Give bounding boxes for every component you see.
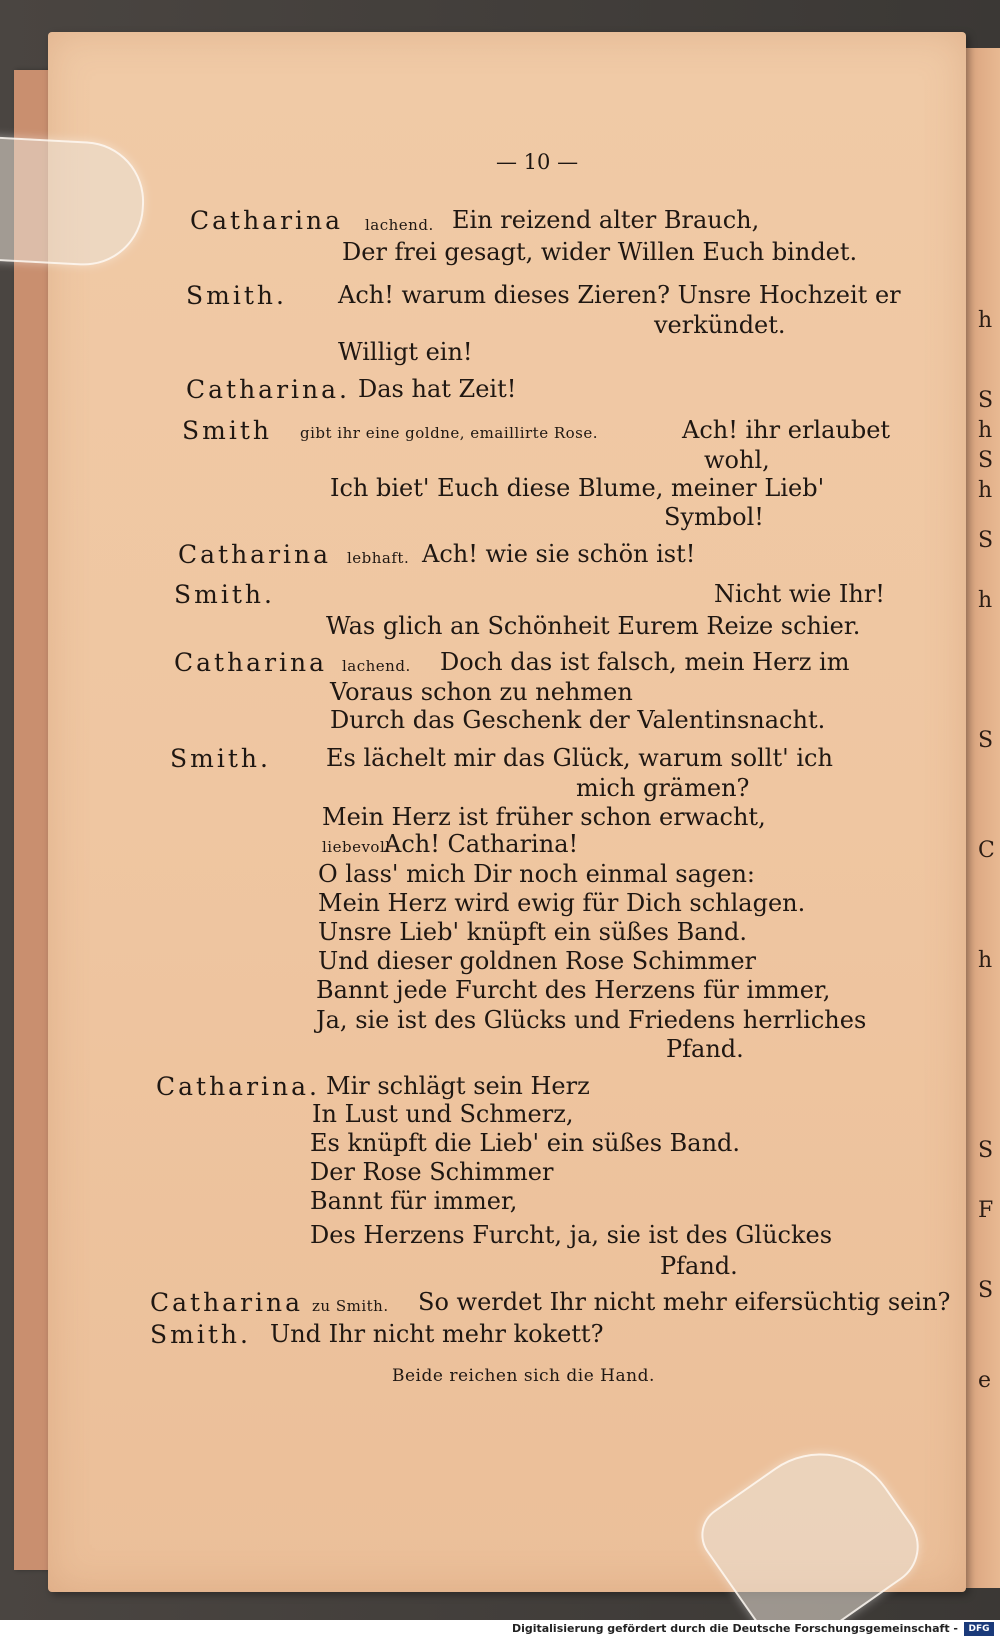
verse-line: Das hat Zeit! xyxy=(358,375,517,403)
verse-line: Durch das Geschenk der Valentinsnacht. xyxy=(330,706,826,734)
verse-line: Willigt ein! xyxy=(338,338,473,366)
verse-line: mich grämen? xyxy=(576,774,750,802)
verse-line: Doch das ist falsch, mein Herz im xyxy=(440,648,850,676)
speaker-name: Catharina xyxy=(190,206,344,235)
speaker-name: Catharina xyxy=(150,1288,304,1317)
verse-line: Der Rose Schimmer xyxy=(310,1158,554,1186)
verse-line: Unsre Lieb' knüpft ein süßes Band. xyxy=(318,918,747,946)
verse-line: Ein reizend alter Brauch, xyxy=(452,206,760,234)
verse-line: Ach! Catharina! xyxy=(384,830,579,858)
verse-line: So werdet Ihr nicht mehr eifersüchtig sein? xyxy=(418,1288,951,1316)
verse-line: Und dieser goldnen Rose Schimmer xyxy=(318,947,757,975)
verse-line: Pfand. xyxy=(666,1035,744,1063)
verse-line: Der frei gesagt, wider Willen Euch bindet. xyxy=(342,238,858,266)
margin-glyph: C xyxy=(978,838,995,863)
verse-line: Es lächelt mir das Glück, warum sollt' ich xyxy=(326,744,833,772)
margin-glyph: e xyxy=(978,1368,992,1393)
margin-glyph: S xyxy=(978,1138,994,1163)
stage-direction: liebevoll xyxy=(322,838,391,856)
speaker-name: Smith. xyxy=(170,744,271,773)
stage-direction: gibt ihr eine goldne, emaillirte Rose. xyxy=(300,424,599,442)
footer-credit: Digitalisierung gefördert durch die Deutsche Forschungsgemeinschaft - xyxy=(511,1622,958,1635)
speaker-name: Catharina. xyxy=(186,375,350,404)
verse-line: Was glich an Schönheit Eurem Reize schier. xyxy=(326,612,861,640)
verse-line: Bannt jede Furcht des Herzens für immer, xyxy=(316,976,831,1004)
stage-direction: zu Smith. xyxy=(312,1297,389,1315)
verse-line: Symbol! xyxy=(664,503,764,531)
margin-glyph: h xyxy=(978,418,993,443)
margin-glyph: h xyxy=(978,948,993,973)
margin-glyph: S xyxy=(978,448,994,473)
verse-line: Es knüpft die Lieb' ein süßes Band. xyxy=(310,1129,741,1157)
verse-line: Mein Herz ist früher schon erwacht, xyxy=(322,803,766,831)
verse-line: Mir schlägt sein Herz xyxy=(326,1072,590,1100)
verse-line: Und Ihr nicht mehr kokett? xyxy=(270,1320,604,1348)
speaker-name: Catharina xyxy=(178,540,332,569)
margin-glyph: S xyxy=(978,728,994,753)
speaker-name: Smith. xyxy=(186,281,287,310)
verse-line: verkündet. xyxy=(654,311,786,339)
margin-glyph: S xyxy=(978,528,994,553)
verse-line: Ach! warum dieses Zieren? Unsre Hochzeit er xyxy=(338,281,901,309)
verse-line: Mein Herz wird ewig für Dich schlagen. xyxy=(318,889,806,917)
speaker-name: Catharina. xyxy=(156,1072,320,1101)
stage-direction: lebhaft. xyxy=(347,549,410,567)
margin-glyph: S xyxy=(978,388,994,413)
verse-line: Ich biet' Euch diese Blume, meiner Lieb' xyxy=(330,474,825,502)
page-number: — 10 — xyxy=(496,150,579,174)
verse-line: Ja, sie ist des Glücks und Friedens herrliches xyxy=(316,1006,867,1034)
verse-line: Des Herzens Furcht, ja, sie ist des Glückes xyxy=(310,1221,833,1249)
speaker-name: Smith. xyxy=(174,580,275,609)
verse-line: Ach! wie sie schön ist! xyxy=(422,540,696,568)
stage-direction: lachend. xyxy=(365,216,434,234)
verse-line: Ach! ihr erlaubet xyxy=(682,416,891,444)
speaker-name: Catharina xyxy=(174,648,328,677)
verse-line: Bannt für immer, xyxy=(310,1187,518,1215)
margin-glyph: h xyxy=(978,588,993,613)
verse-line: In Lust und Schmerz, xyxy=(312,1100,574,1128)
facing-page-edge xyxy=(966,48,1000,1588)
digitization-footer xyxy=(0,1620,1000,1638)
verse-line: wohl, xyxy=(704,446,770,474)
verse-line: O lass' mich Dir noch einmal sagen: xyxy=(318,860,756,888)
stage-direction: lachend. xyxy=(342,657,411,675)
margin-glyph: h xyxy=(978,308,993,333)
margin-glyph: F xyxy=(978,1198,994,1223)
final-stage-direction: Beide reichen sich die Hand. xyxy=(392,1366,655,1386)
margin-glyph: S xyxy=(978,1278,994,1303)
margin-glyph: h xyxy=(978,478,993,503)
dfg-logo: DFG xyxy=(964,1622,994,1636)
verse-line: Voraus schon zu nehmen xyxy=(330,678,633,706)
speaker-name: Smith. xyxy=(150,1320,251,1349)
verse-line: Nicht wie Ihr! xyxy=(714,580,885,608)
verse-line: Pfand. xyxy=(660,1252,738,1280)
speaker-name: Smith xyxy=(182,416,272,445)
